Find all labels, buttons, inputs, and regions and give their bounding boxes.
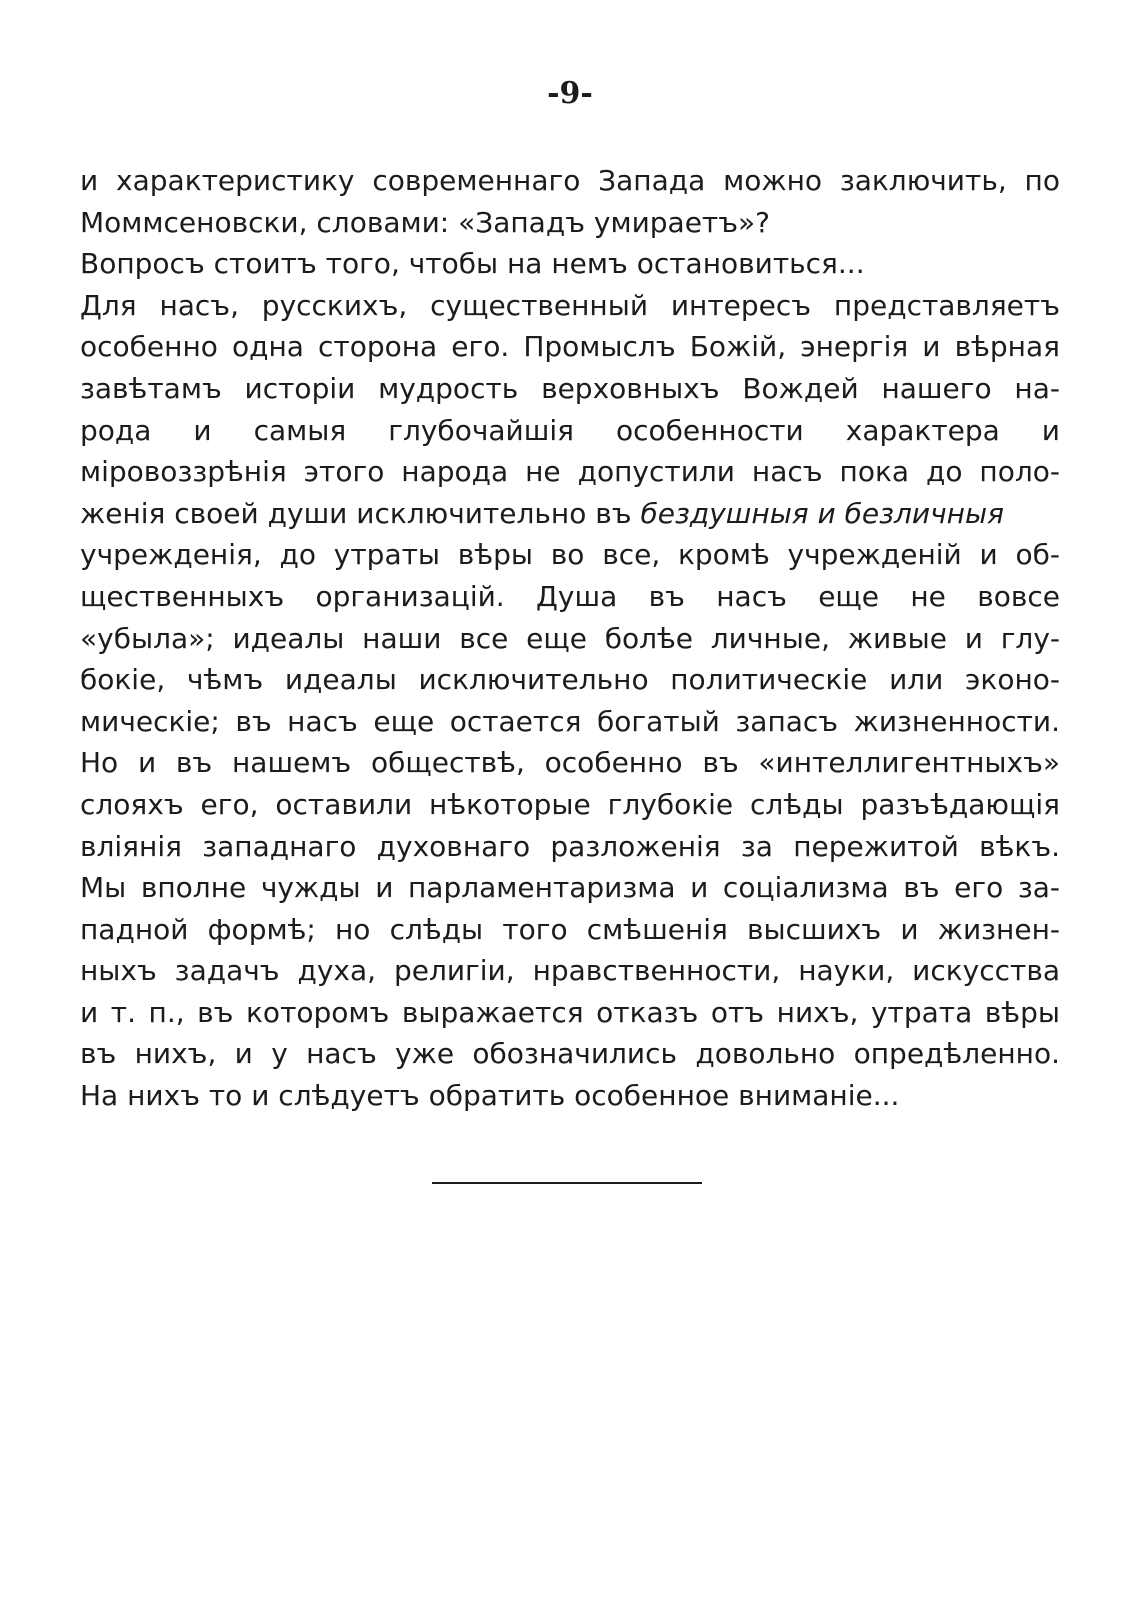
- text-line: учрежденія, до утраты вѣры во все, кромѣ учрежденій и об-: [80, 538, 1060, 572]
- text-line: Для насъ, русскихъ, существенный интересъ представляетъ: [80, 288, 1060, 322]
- text-line: завѣтамъ исторіи мудрость верховныхъ Вождей нашего на-: [80, 371, 1060, 405]
- text-line-mixed: [80, 493, 1060, 535]
- text-line: мическіе; въ насъ еще остается богатый запасъ жизненности.: [80, 704, 1060, 738]
- text-line-italic-part: бездушныя и безличныя: [640, 496, 1004, 530]
- text-line: На нихъ то и слѣдуетъ обратить особенное вниманіе...: [80, 1079, 900, 1113]
- text-line: щественныхъ организацій. Душа въ насъ еще не вовсе: [80, 579, 1060, 613]
- text-line: Моммсеновски, словами: «Западъ умираетъ»?: [80, 205, 771, 239]
- text-line: Вопросъ стоитъ того, чтобы на немъ остановиться...: [80, 247, 865, 281]
- text-line: слояхъ его, оставили нѣкоторые глубокіе слѣды разъѣдающія: [80, 787, 1060, 821]
- body-text: [80, 160, 1060, 1117]
- text-line: ныхъ задачъ духа, религіи, нравственности, науки, искусства: [80, 954, 1060, 988]
- text-line: особенно одна сторона его. Промыслъ Божій, энергія и вѣрная: [80, 330, 1060, 364]
- section-separator: [432, 1182, 702, 1184]
- text-line: и т. п., въ которомъ выражается отказъ отъ нихъ, утрата вѣры: [80, 995, 1060, 1029]
- text-line: «убыла»; идеалы наши все еще болѣе личные, живые и глу-: [80, 621, 1060, 655]
- text-line: рода и самыя глубочайшія особенности характера и: [80, 413, 1060, 447]
- page-number: -9-: [547, 76, 593, 111]
- text-line: міровоззрѣнія этого народа не допустили насъ пока до поло-: [80, 455, 1060, 489]
- text-line: въ нихъ, и у насъ уже обозначились довольно опредѣленно.: [80, 1037, 1060, 1071]
- text-line: падной формѣ; но слѣды того смѣшенія высшихъ и жизнен-: [80, 912, 1060, 946]
- text-line: и характеристику современнаго Запада можно заключить, по: [80, 164, 1060, 197]
- text-line: вліянія западнаго духовнаго разложенія за пережитой вѣкъ.: [80, 829, 1060, 863]
- text-line-regular-part: женія своей души исключительно въ: [80, 496, 641, 530]
- text-line: Но и въ нашемъ обществѣ, особенно въ «интеллигентныхъ»: [80, 746, 1060, 780]
- text-line: бокіе, чѣмъ идеалы исключительно политическіе или эконо-: [80, 663, 1060, 697]
- text-line: Мы вполне чужды и парламентаризма и соціализма въ его за-: [80, 871, 1060, 905]
